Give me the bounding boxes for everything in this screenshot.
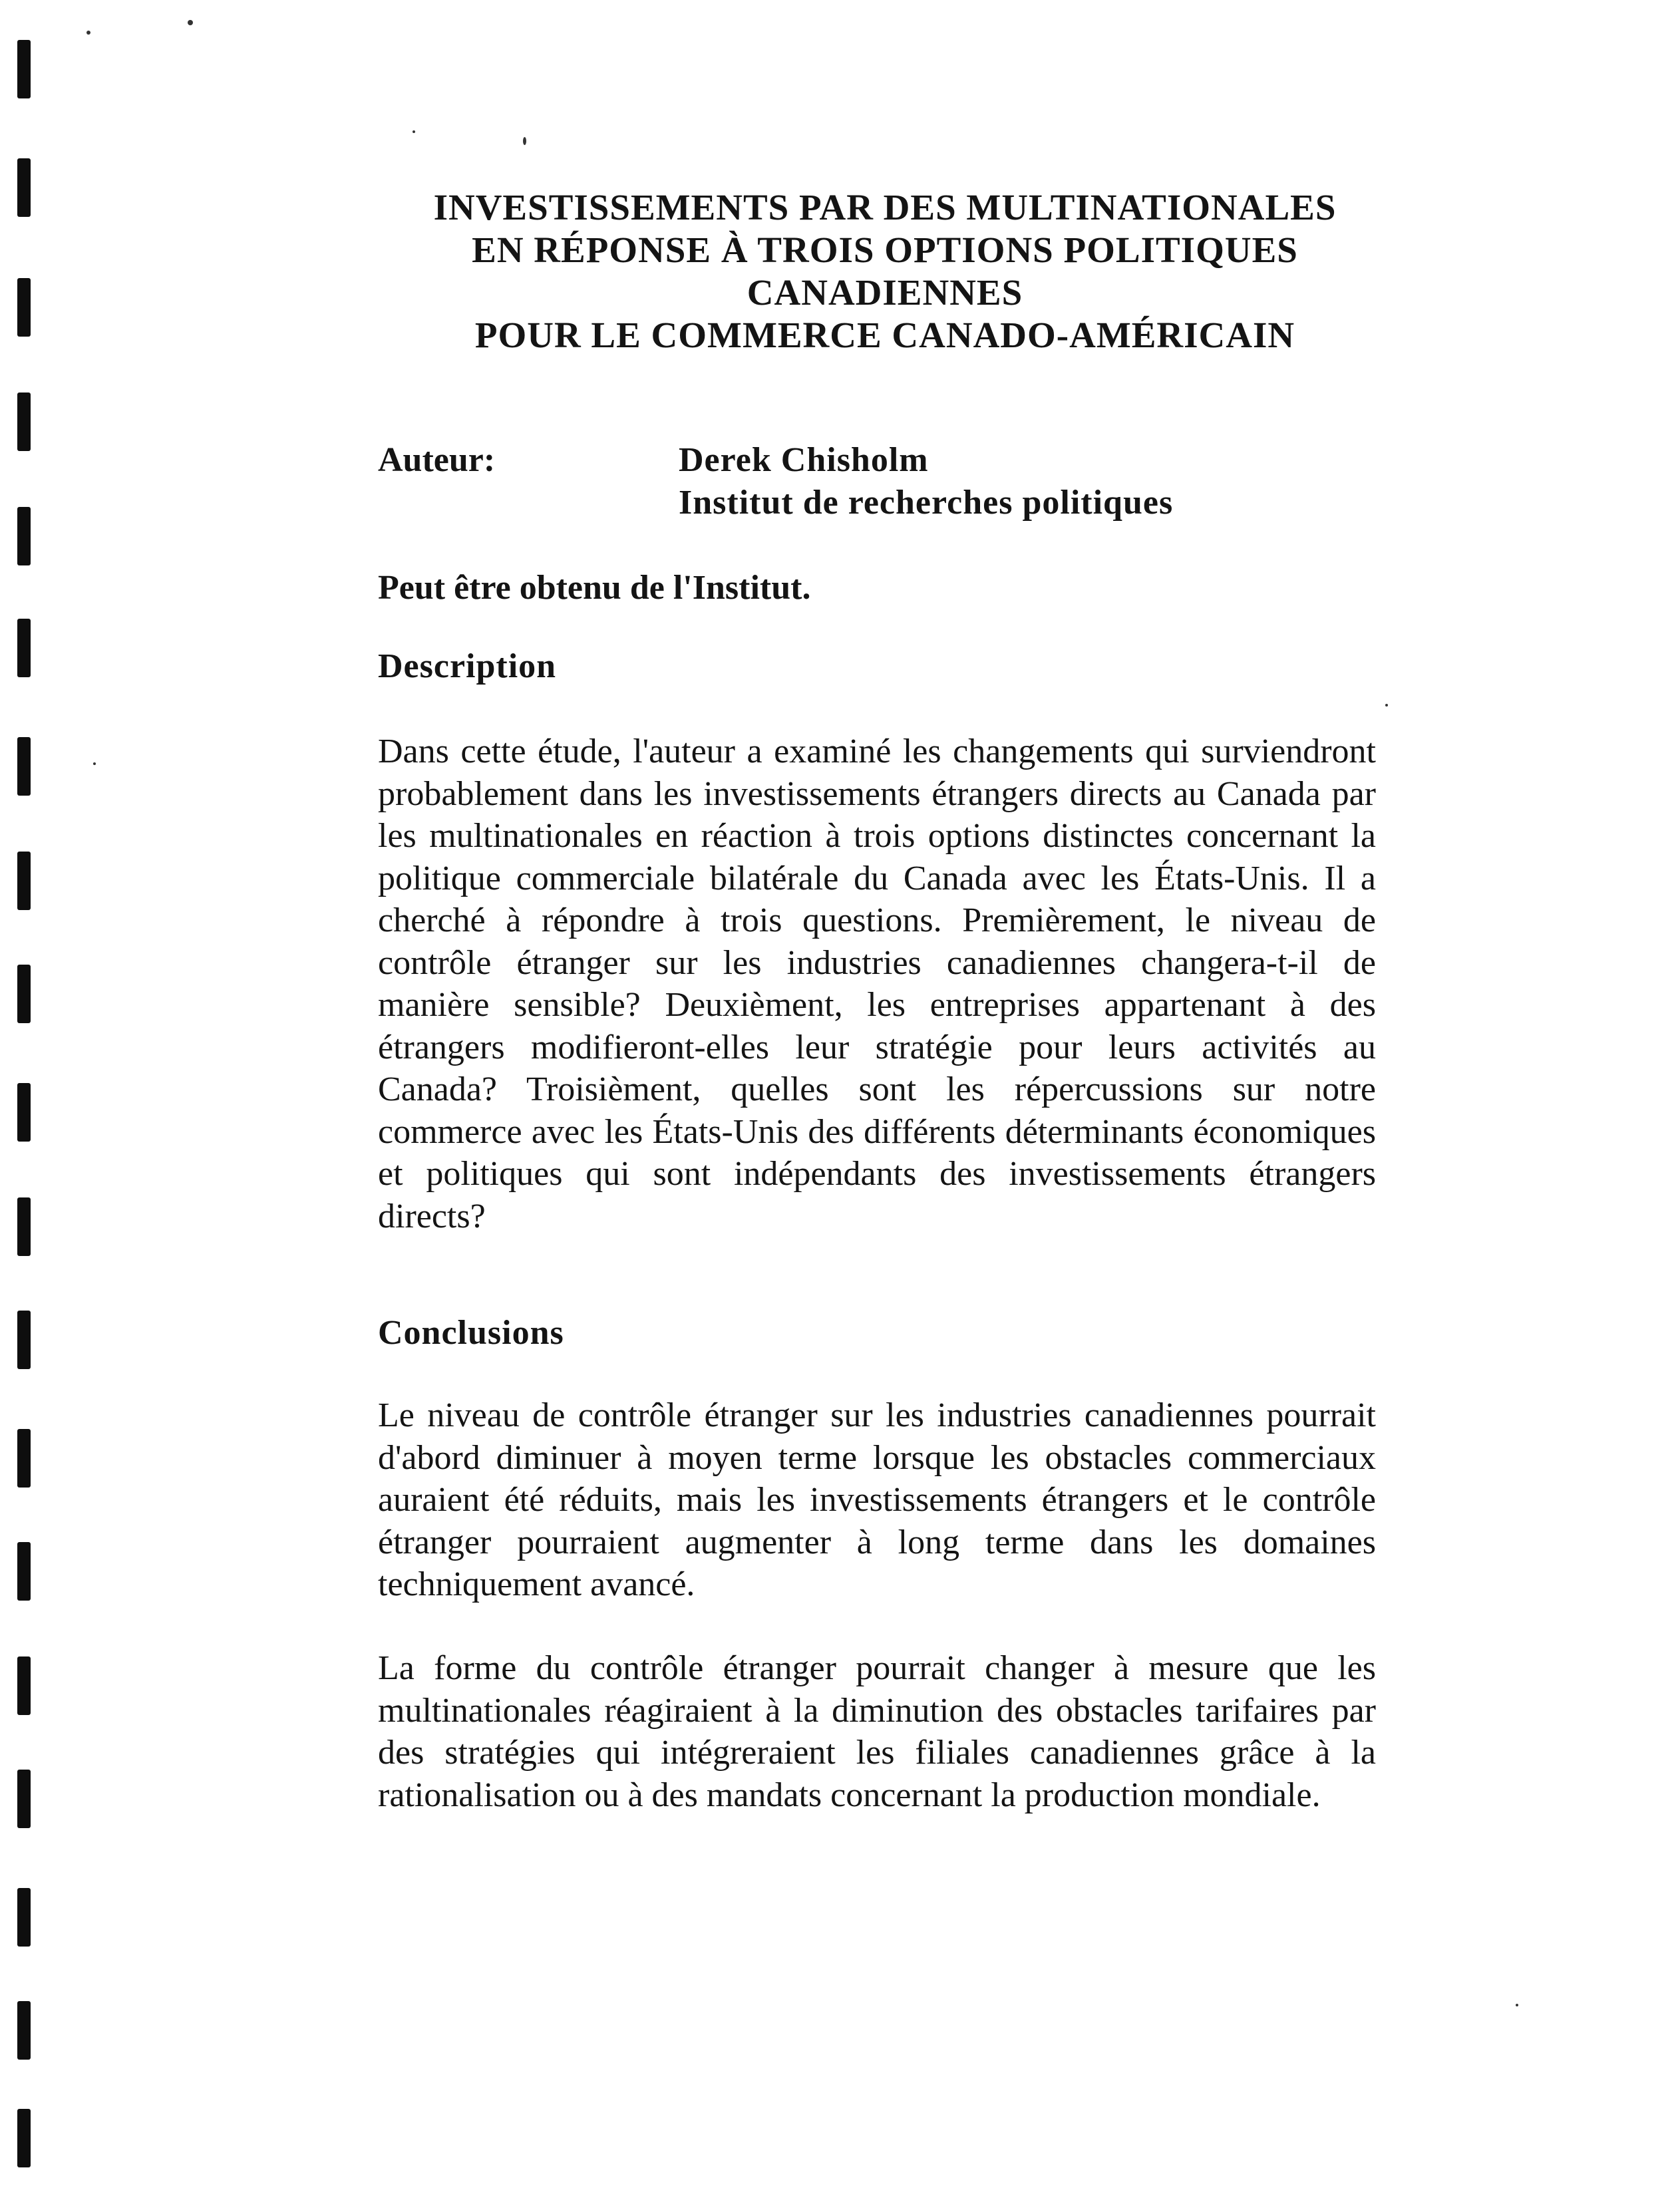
title-line: POUR LE COMMERCE CANADO-AMÉRICAIN [474,315,1295,355]
author-institution: Institut de recherches politiques [679,484,1174,522]
binding-hole [17,1542,31,1601]
binding-hole [17,1083,31,1142]
binding-hole [17,40,31,98]
availability-note: Peut être obtenu de l'Institut. [378,569,811,607]
title-line: INVESTISSEMENTS PAR DES MULTINATIONALES [433,187,1337,228]
binding-hole [17,1429,31,1488]
author-values [679,439,1411,524]
conclusion-paragraph: Le niveau de contrôle étranger sur les industries canadiennes pourrait d'abord diminuer à moyen terme lorsque les obstacles commerciaux auraient été réduits, mais les investissements étrangers et le contrôle étranger pourraient augmenter à long terme dans les domaines techniquement avancé. [378,1396,1376,1603]
binding-hole [17,158,31,217]
document-title [373,186,1397,357]
binding-hole [17,507,31,565]
scan-speck [523,137,526,145]
author-name: Derek Chisholm [679,441,929,479]
binding-hole [17,1888,31,1947]
scan-speck [413,130,415,133]
binding-hole [17,2001,31,2060]
binding-hole [17,1311,31,1369]
binding-edge [0,0,47,2204]
scan-speck [1516,2004,1518,2006]
scan-speck [1385,704,1388,707]
title-line: CANADIENNES [747,272,1023,313]
binding-hole [17,737,31,796]
binding-hole [17,619,31,677]
scan-speck [188,20,193,25]
binding-hole [17,965,31,1023]
author-label: Auteur: [378,441,496,479]
binding-hole [17,1197,31,1256]
description-paragraph: Dans cette étude, l'auteur a examiné les changements qui surviendront probablement dans les investissements étrangers directs au Canada par les multinationales en réaction à trois options distinctes concernant la politique commerciale bilatérale du Canada avec les États-Unis. Il a cherché à répondre à trois questions. Premièrement, le niveau de contrôle étranger sur les industries canadiennes changera-t-il de manière sensible? Deuxièment, les entreprises appartenant à des étrangers modifieront-elles leur stratégie pour leurs activités au Canada? Troisièment, quelles sont les répercussions sur notre commerce avec les États-Unis des différents déterminants économiques et politiques qui sont indépendants des investissements étrangers directs? [378,732,1376,1235]
binding-hole [17,2109,31,2167]
scan-speck [93,762,96,765]
title-line: EN RÉPONSE À TROIS OPTIONS POLITIQUES [472,230,1298,270]
conclusions-heading: Conclusions [378,1314,564,1352]
binding-hole [17,278,31,337]
binding-hole [17,393,31,451]
scan-speck [86,31,90,35]
binding-hole [17,1770,31,1828]
binding-hole [17,852,31,910]
conclusion-paragraph: La forme du contrôle étranger pourrait changer à mesure que les multinationales réagiraient à la diminution des obstacles tarifaires par des stratégies qui intégreraient les filiales canadiennes grâce à la rationalisation ou à des mandats concernant la production mondiale. [378,1649,1376,1814]
binding-hole [17,1656,31,1715]
description-heading: Description [378,647,557,685]
